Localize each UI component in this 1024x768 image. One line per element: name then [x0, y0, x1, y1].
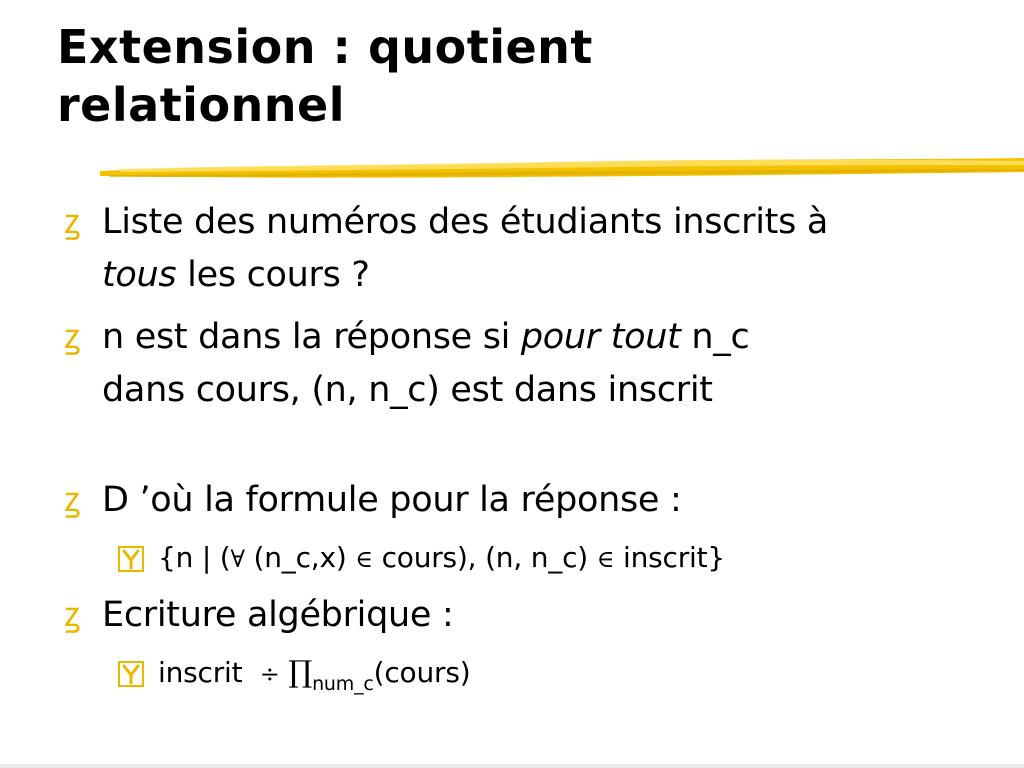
- forall-symbol: ∀: [230, 545, 245, 573]
- z-bullet-icon: ꙁ: [64, 202, 80, 242]
- bullet-text: dans cours, (n, n_c) est dans inscrit: [102, 370, 713, 410]
- bullet-text: Liste des numéros des étudiants inscrits à: [102, 202, 828, 242]
- formula-text: cours), (n, n_c): [372, 541, 597, 574]
- slide-title: [57, 18, 997, 134]
- z-bullet-icon: ꙁ: [64, 317, 80, 357]
- slide-title-line-1: Extension : quotient: [57, 20, 593, 74]
- bullet-item-condition: [64, 311, 1004, 417]
- element-of-symbol: ∈: [596, 545, 615, 573]
- sub-bullet-item-algebra-formula: [64, 649, 1004, 708]
- bullet-text: n_c: [680, 317, 750, 357]
- bullet-text: les cours ?: [176, 255, 370, 295]
- formula-text: inscrit: [158, 656, 252, 689]
- formula-text: (cours): [373, 656, 471, 689]
- projection-symbol: ∏: [288, 655, 313, 690]
- bullet-text: n est dans la réponse si: [102, 317, 521, 357]
- formula-text: (n_c,x): [244, 541, 356, 574]
- projection-subscript: num_c: [312, 673, 374, 695]
- division-symbol: ÷: [259, 660, 280, 688]
- bullet-text: Ecriture algébrique :: [102, 595, 454, 635]
- bottom-divider: [0, 764, 1024, 768]
- z-bullet-icon: ꙁ: [64, 595, 80, 635]
- slide-title-line-2: relationnel: [57, 78, 346, 132]
- formula-text: inscrit}: [614, 541, 725, 574]
- y-box-bullet-icon: [118, 661, 144, 687]
- spacer: [64, 426, 1004, 474]
- slide-body: [64, 196, 1004, 714]
- bullet-emphasis: pour tout: [520, 317, 681, 357]
- sub-bullet-item-set-formula: [64, 534, 1004, 583]
- y-box-bullet-icon: [118, 546, 144, 572]
- bullet-item-students-all-courses: [64, 196, 1004, 302]
- element-of-symbol: ∈: [355, 545, 373, 573]
- bullet-text: D ’où la formule pour la réponse :: [102, 480, 682, 520]
- z-bullet-icon: ꙁ: [64, 480, 80, 520]
- bullet-item-formula-heading: [64, 474, 1004, 527]
- bullet-emphasis: tous: [102, 255, 177, 295]
- formula-text: {n | (: [158, 541, 231, 574]
- bullet-item-algebra-heading: [64, 589, 1004, 642]
- title-underline-brushstroke: [100, 150, 1024, 186]
